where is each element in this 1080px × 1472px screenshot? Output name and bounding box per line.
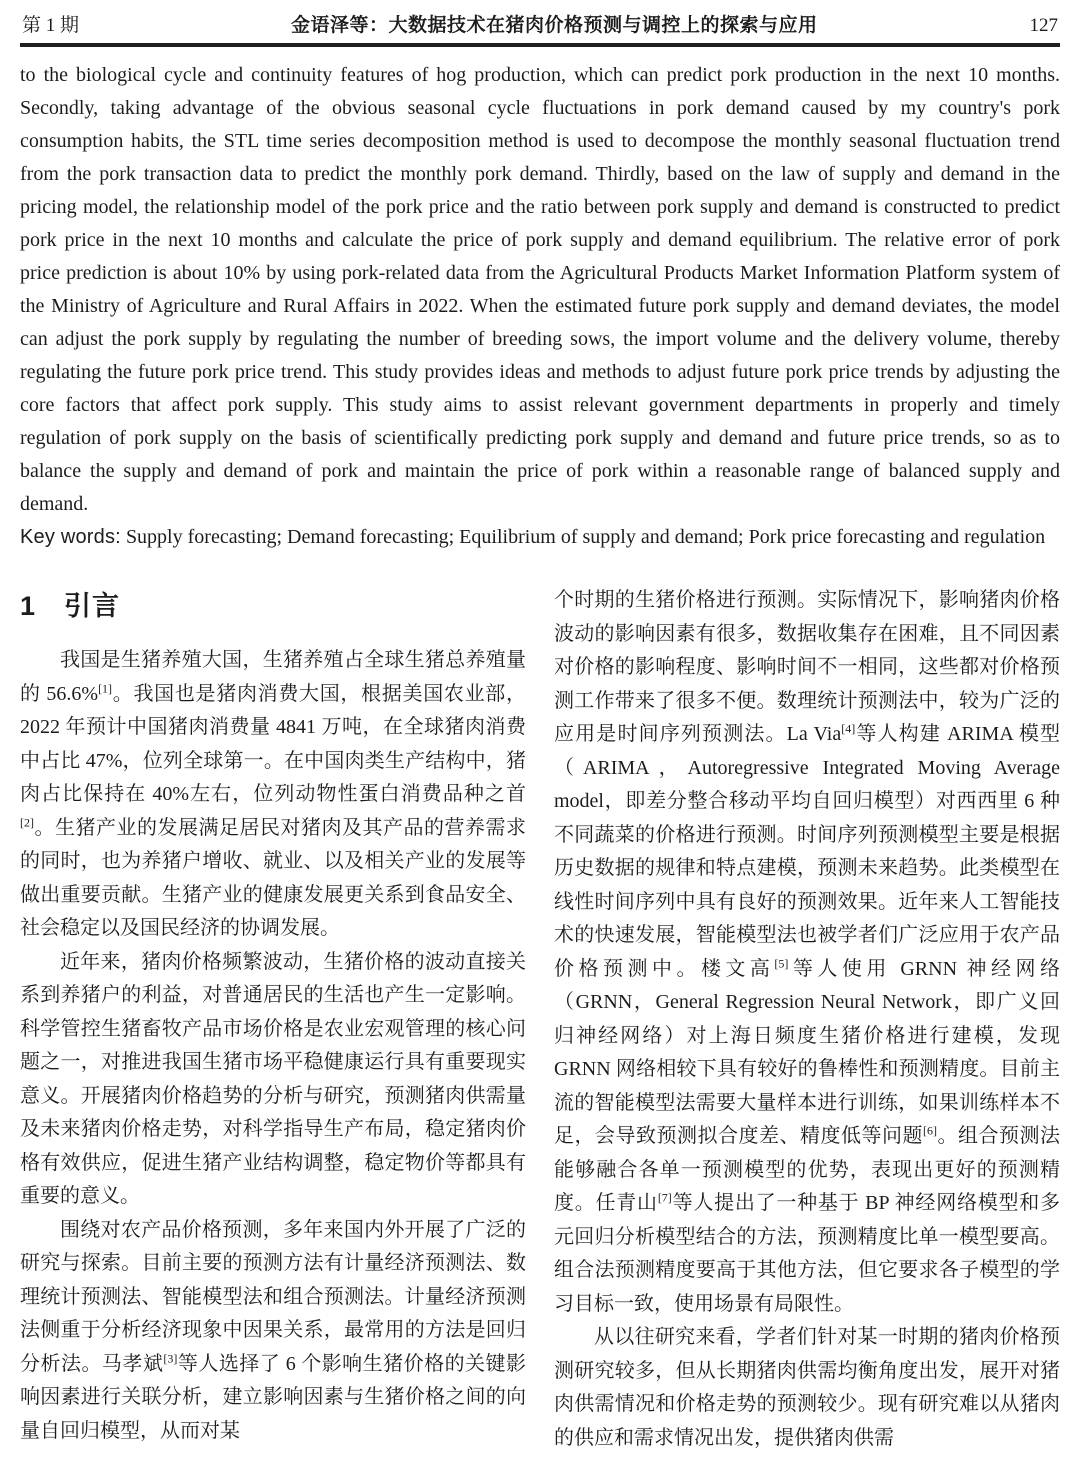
body-paragraph: 我国是生猪养殖大国，生猪养殖占全球生猪总养殖量的 56.6%[1]。我国也是猪肉消费大国，根据美国农业部，2022 年预计中国猪肉消费量 4841 万吨，在全球猪肉消费中占比 47%，位列全球第一。在中国肉类生产结构中，猪肉占比保持在 40%左右，位列动物性蛋白消费品种之首[2]。生猪产业的发展满足居民对猪肉及其产品的营养需求的同时，也为养猪户增收、就业、以及相关产业的发展等做出重要贡献。生猪产业的健康发展更关系到食品安全、社会稳定以及国民经济的协调发展。 (20, 649, 526, 939)
header-rule (20, 43, 1060, 47)
body-paragraph: 个时期的生猪价格进行预测。实际情况下，影响猪肉价格波动的影响因素有很多，数据收集存在困难，且不同因素对价格的影响程度、影响时间不一相同，这些都对价格预测工作带来了很多不便。数理统计预测法中，较为广泛的应用是时间序列预测法。La Via[4]等人构建 ARIMA 模型（ARIMA，Autoregressive Integrated Moving Average model，即差分整合移动平均自回归模型）对西西里 6 种不同蔬菜的价格进行预测。时间序列预测模型主要是根据历史数据的规律和特点建模，预测未来趋势。此类模型在线性时间序列中具有良好的预测效果。近年来人工智能技术的快速发展，智能模型法也被学者们广泛应用于农产品价格预测中。楼文高[5]等人使用 GRNN 神经网络（GRNN，General Regression Neural Network，即广义回归神经网络）对上海日频度生猪价格进行建模，发现 GRNN 网络相较下具有较好的鲁棒性和预测精度。目前主流的智能模型法需要大量样本进行训练，如果训练样本不足，会导致预测拟合度差、精度低等问题[6]。组合预测法能够融合各单一预测模型的优势，表现出更好的预测精度。任青山[7]等人提出了一种基于 BP 神经网络模型和多元回归分析模型结合的方法，预测精度比单一模型要高。组合法预测精度要高于其他方法，但它要求各子模型的学习目标一致，使用场景有局限性。 (554, 589, 1061, 1315)
keywords-line (20, 521, 1060, 554)
issue-label: 第 1 期 (22, 15, 80, 36)
citation-superscript: [2] (20, 814, 34, 829)
keywords-text: Supply forecasting; Demand forecasting; Equilibrium of supply and demand; Pork price forecasting and regulation (120, 526, 1046, 548)
section-heading-introduction (20, 588, 526, 624)
running-header (20, 6, 1060, 43)
keywords-label: Key words: (20, 526, 121, 548)
citation-superscript: [4] (841, 721, 856, 736)
running-title: 金语泽等：大数据技术在猪肉价格预测与调控上的探索与应用 (291, 15, 818, 36)
citation-superscript: [7] (657, 1190, 672, 1205)
citation-superscript: [5] (774, 955, 789, 970)
right-column-paragraphs (554, 584, 1060, 1455)
page-number: 127 (1029, 15, 1058, 36)
abstract-continuation: to the biological cycle and continuity features of hog production, which can predict pork production in the next 10 months. Secondly, taking advantage of the obvious seasonal cycle fluctuations in pork demand caused by my country's pork consumption habits, the STL time series decomposition method is used to decompose the monthly seasonal fluctuation trend from the pork transaction data to predict the monthly pork demand. Thirdly, based on the law of supply and demand in the pricing model, the relationship model of the pork price and the ratio between pork supply and demand is constructed to predict pork price in the next 10 months and calculate the price of pork supply and demand equilibrium. The relative error of pork price prediction is about 10% by using pork-related data from the Agricultural Products Market Information Platform system of the Ministry of Agriculture and Rural Affairs in 2022. When the estimated future pork supply and demand deviates, the model can adjust the pork supply by regulating the number of breeding sows, the import volume and the delivery volume, thereby regulating the future pork price trend. This study provides ideas and methods to adjust future pork price trends by adjusting the core factors that affect pork supply. This study aims to assist relevant government departments in properly and timely regulation of pork supply on the basis of scientifically predicting pork supply and demand and future price trends, so as to balance the supply and demand of pork and maintain the price of pork within a reasonable range of balanced supply and demand. (20, 64, 1060, 515)
section-title: 引言 (64, 591, 121, 621)
two-column-body (20, 584, 1060, 1455)
body-paragraph: 从以往研究来看，学者们针对某一时期的猪肉价格预测研究较多，但从长期猪肉供需均衡角度出发，展开对猪肉供需情况和价格走势的预测较少。现有研究难以从猪肉的供应和需求情况出发，提供猪肉供需 (554, 1326, 1060, 1449)
citation-superscript: [6] (923, 1123, 937, 1138)
left-column (20, 584, 526, 1455)
body-paragraph: 近年来，猪肉价格频繁波动，生猪价格的波动直接关系到养猪户的利益，对普通居民的生活也产生一定影响。科学管控生猪畜牧产品市场价格是农业宏观管理的核心问题之一，对推进我国生猪市场平稳健康运行具有重要现实意义。开展猪肉价格趋势的分析与研究，预测猪肉供需量及未来猪肉价格走势，对科学指导生产布局，稳定猪肉价格有效供应，促进生猪产业结构调整，稳定物价等都具有重要的意义。 (20, 950, 526, 1207)
section-number: 1 (20, 591, 37, 621)
body-paragraph: 围绕对农产品价格预测，多年来国内外开展了广泛的研究与探索。目前主要的预测方法有计量经济预测法、数理统计预测法、智能模型法和组合预测法。计量经济预测法侧重于分析经济现象中因果关系，最常用的方法是回归分析法。马孝斌[3]等人选择了 6 个影响生猪价格的关键影响因素进行关联分析，建立影响因素与生猪价格之间的向量自回归模型，从而对某 (20, 1218, 527, 1442)
right-column (554, 584, 1060, 1455)
left-column-paragraphs (20, 644, 526, 1448)
citation-superscript: [1] (98, 680, 113, 695)
citation-superscript: [3] (163, 1350, 178, 1365)
